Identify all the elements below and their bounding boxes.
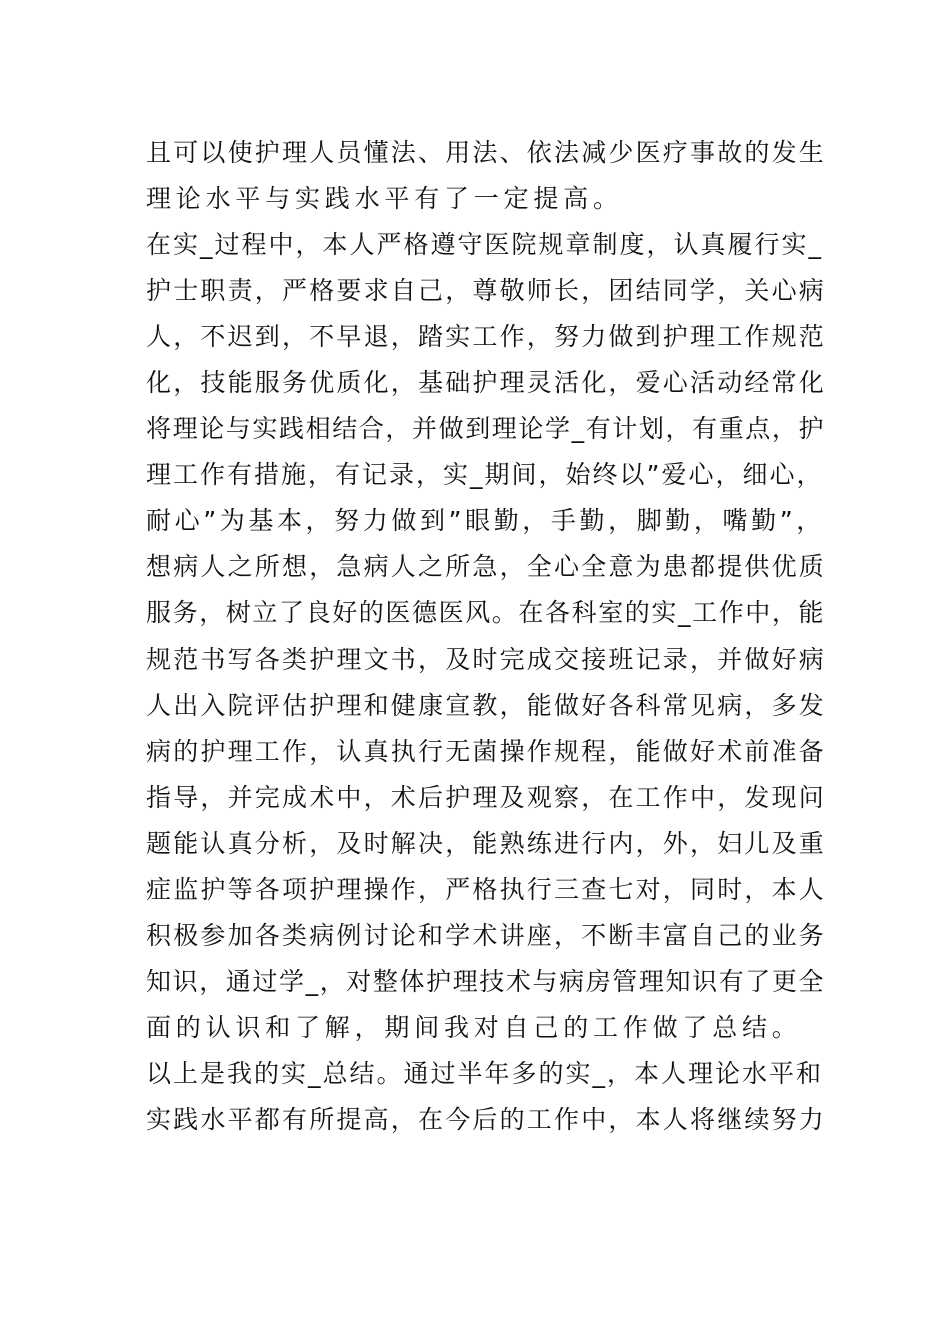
text-line: 耐心”为基本，努力做到”眼勤，手勤，脚勤，嘴勤”， [146,506,825,536]
text-line: 将理论与实践相结合，并做到理论学_有计划，有重点，护 [146,414,826,444]
text-line: 实践水平都有所提高，在今后的工作中，本人将继续努力 [146,1104,827,1134]
text-line: 理工作有措施，有记录，实_期间，始终以”爱心，细心， [146,460,824,490]
text-line: 题能认真分析，及时解决，能熟练进行内，外，妇儿及重 [146,828,827,858]
text-line: 规范书写各类护理文书，及时完成交接班记录，并做好病 [146,644,827,674]
text-line: 病的护理工作，认真执行无菌操作规程，能做好术前准备 [146,736,827,766]
body-text [146,130,826,1143]
text-line: 护士职责，严格要求自己，尊敬师长，团结同学，关心病 [146,276,827,306]
text-line: 以上是我的实_总结。通过半年多的实_，本人理论水平和 [146,1058,824,1088]
text-line: 理论水平与实践水平有了一定提高。 [146,184,623,214]
text-line: 服务，树立了良好的医德医风。在各科室的实_工作中，能 [146,598,826,628]
text-line: 人，不迟到，不早退，踏实工作，努力做到护理工作规范 [146,322,827,352]
text-line: 人出入院评估护理和健康宣教，能做好各科常见病，多发 [146,690,827,720]
text-line: 积极参加各类病例讨论和学术讲座，不断丰富自己的业务 [146,920,827,950]
text-line: 在实_过程中，本人严格遵守医院规章制度，认真履行实_ [146,230,824,260]
text-line: 想病人之所想，急病人之所急，全心全意为患都提供优质 [146,552,827,582]
text-line: 面的认识和了解，期间我对自己的工作做了总结。 [146,1012,802,1042]
text-line: 且可以使护理人员懂法、用法、依法减少医疗事故的发生 [146,138,827,167]
text-line: 知识，通过学_，对整体护理技术与病房管理知识有了更全 [146,966,826,996]
text-line: 指导，并完成术中，术后护理及观察，在工作中，发现问 [146,782,827,812]
text-line: 症监护等各项护理操作，严格执行三查七对，同时，本人 [146,874,827,904]
text-line: 化，技能服务优质化，基础护理灵活化，爱心活动经常化 [146,368,827,398]
